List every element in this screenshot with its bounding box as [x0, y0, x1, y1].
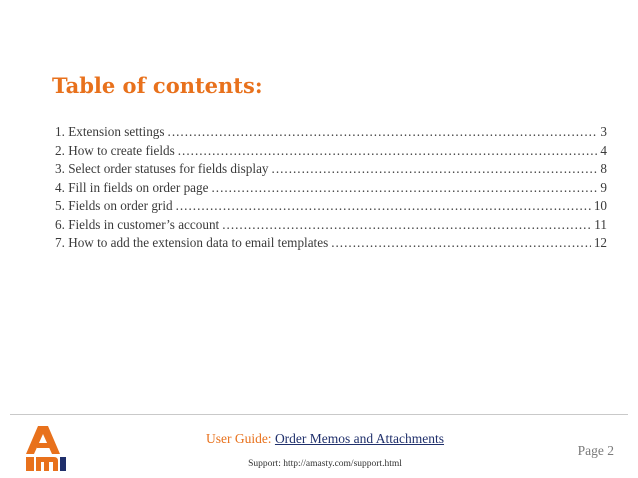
toc-entry-text: 5. Fields on order grid: [55, 198, 173, 213]
toc-leader-dots: [178, 142, 598, 161]
support-link[interactable]: Support: http://amasty.com/support.html: [248, 459, 402, 469]
toc-entry-1[interactable]: [55, 123, 607, 142]
toc-entry-4[interactable]: [55, 179, 607, 198]
page-number: Page 2: [577, 443, 614, 458]
user-guide-title-link[interactable]: Order Memos and Attachments: [274, 431, 445, 446]
toc-entry-page: 12: [593, 235, 607, 250]
toc-entry-page: 8: [600, 161, 607, 176]
toc-entry-page: 11: [594, 216, 607, 232]
toc-entry-2[interactable]: [55, 142, 607, 161]
toc-title: Table of contents:: [52, 73, 263, 98]
toc-entry-page: 3: [600, 124, 607, 139]
toc-entry-7[interactable]: [55, 234, 607, 253]
toc-leader-dots: [272, 160, 598, 179]
user-guide-label: User Guide:: [205, 431, 272, 446]
toc-leader-dots: [168, 123, 598, 142]
toc-entry-text: 4. Fill in fields on order page: [55, 179, 209, 195]
toc-entry-5[interactable]: [55, 197, 607, 216]
toc-entry-3[interactable]: [55, 160, 607, 179]
toc-entry-page: 4: [600, 142, 607, 158]
toc-entry-text: 7. How to add the extension data to email templates: [55, 235, 329, 250]
toc-entry-page: 10: [593, 198, 607, 213]
toc-leader-dots: [176, 197, 591, 216]
toc-leader-dots: [331, 234, 591, 253]
footer-divider: [10, 414, 628, 415]
toc-entry-text: 1. Extension settings: [55, 124, 165, 139]
toc-entry-text: 6. Fields in customer’s account: [55, 216, 220, 232]
toc-leader-dots: [222, 216, 591, 235]
user-guide-line: [0, 431, 638, 447]
toc-leader-dots: [211, 179, 597, 198]
toc-entry-6[interactable]: [55, 216, 607, 235]
toc-list: [55, 123, 607, 253]
toc-entry-page: 9: [600, 179, 607, 195]
toc-entry-text: 3. Select order statuses for fields display: [55, 161, 269, 176]
toc-entry-text: 2. How to create fields: [55, 142, 175, 158]
